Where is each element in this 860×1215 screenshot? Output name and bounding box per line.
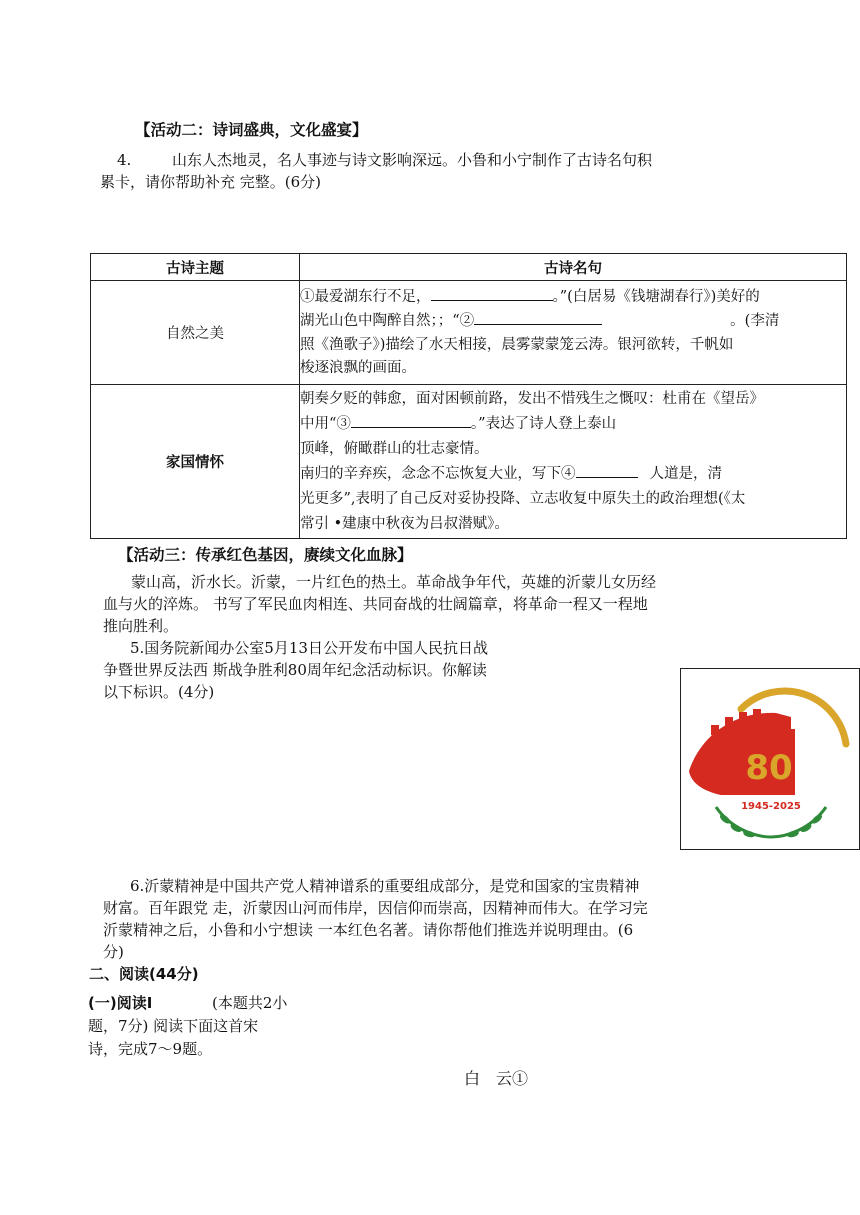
reading-instruction-line1: (本题共2小: [212, 994, 288, 1012]
line-text: 人道是，清: [649, 465, 722, 482]
blank-4[interactable]: [576, 462, 638, 478]
q5-line2: 争暨世界反法西 斯战争胜利80周年纪念活动标识。你解读: [103, 661, 487, 679]
blank-2[interactable]: [474, 309, 602, 325]
table-row: [91, 385, 847, 539]
line-text: 朝奏夕贬的韩愈，面对困顿前路，发出不惜残生之慨叹：杜甫在《望岳》: [300, 390, 764, 407]
q6-line1: 6.沂蒙精神是中国共产党人精神谱系的重要组成部分，是党和国家的宝贵精神: [130, 877, 640, 895]
reading-subsection-heading: (一)阅读Ⅰ: [88, 994, 153, 1012]
theme-nature: 自然之美: [91, 281, 300, 385]
header-theme: 古诗主题: [91, 254, 300, 281]
poem-title: 白 云①: [464, 1069, 529, 1088]
line-text: 常引 •建康中秋夜为吕叔潜赋》。: [300, 515, 509, 532]
blank-1[interactable]: [431, 285, 553, 301]
logo-number: 80: [745, 748, 793, 788]
activity3-paragraph-line3: 推向胜利。: [103, 617, 179, 635]
header-lines: 古诗名句: [300, 254, 847, 281]
blank-3[interactable]: [351, 412, 471, 428]
line-text: 湖光山色中陶醉自然；；“②: [300, 313, 475, 329]
reading-section-heading: 二、阅读(44分): [89, 965, 199, 983]
q6-line4: 分): [103, 943, 124, 961]
q5-line3: 以下标识。(4分): [103, 683, 215, 701]
poem-table: [90, 253, 847, 539]
commemoration-logo: [680, 668, 860, 850]
lines-patriotism: [300, 385, 847, 539]
line-text: 中用“③: [300, 415, 351, 432]
q4-number: 4.: [117, 151, 132, 169]
q6-line3: 沂蒙精神之后，小鲁和小宁想读 一本红色名著。请你帮他们推选并说明理由。(6: [103, 921, 634, 939]
reading-instruction-line2: 题，7分) 阅读下面这首宋: [88, 1017, 259, 1035]
activity3-heading: 【活动三：传承红色基因，赓续文化血脉】: [118, 546, 413, 564]
line-text: 照《渔歌子》)描绘了水天相接，晨雾蒙蒙笼云涛。银河欲转，千帆如: [300, 336, 734, 353]
q5-line1: 5.国务院新闻办公室5月13日公开发布中国人民抗日战: [130, 639, 488, 657]
line-text: 。”(白居易《钱塘湖春行》)美好的: [552, 288, 760, 305]
great-wall-80-emblem: [681, 669, 859, 849]
theme-patriotism: 家国情怀: [91, 385, 300, 539]
lines-nature: [300, 281, 847, 385]
q4-text-line2: 累卡，请你帮助补充 完整。(6分): [100, 173, 322, 191]
line-text: 。”表达了诗人登上泰山: [470, 415, 617, 432]
activity3-paragraph-line2: 血与火的淬炼。 书写了军民血肉相连、共同奋战的壮阔篇章，将革命一程又一程地: [103, 595, 648, 613]
activity2-heading: 【活动二：诗词盛典，文化盛宴】: [135, 121, 368, 139]
activity3-paragraph-line1: 蒙山高，沂水长。沂蒙，一片红色的热土。革命战争年代，英雄的沂蒙儿女历经: [131, 573, 657, 591]
line-text: 梭逐浪飘的画面。: [300, 360, 416, 376]
line-text: 光更多”,表明了自己反对妥协投降、立志收复中原失土的政治理想(《太: [300, 490, 746, 507]
line-text: 顶峰，俯瞰群山的壮志豪情。: [300, 440, 489, 457]
reading-instruction-line3: 诗，完成7～9题。: [88, 1040, 213, 1058]
logo-years: 1945-2025: [741, 801, 801, 812]
line-text: ①最爱湖东行不足，: [300, 288, 431, 305]
table-header-row: [91, 254, 847, 281]
table-row: [91, 281, 847, 385]
q4-text-line1: 山东人杰地灵，名人事迹与诗文影响深远。小鲁和小宁制作了古诗名句积: [172, 151, 653, 169]
line-text: 。(李清: [730, 313, 780, 329]
q6-line2: 财富。百年跟党 走，沂蒙因山河而伟岸，因信仰而崇高，因精神而伟大。在学习完: [103, 899, 648, 917]
line-text: 南归的辛弃疾，念念不忘恢复大业，写下④: [300, 465, 576, 482]
